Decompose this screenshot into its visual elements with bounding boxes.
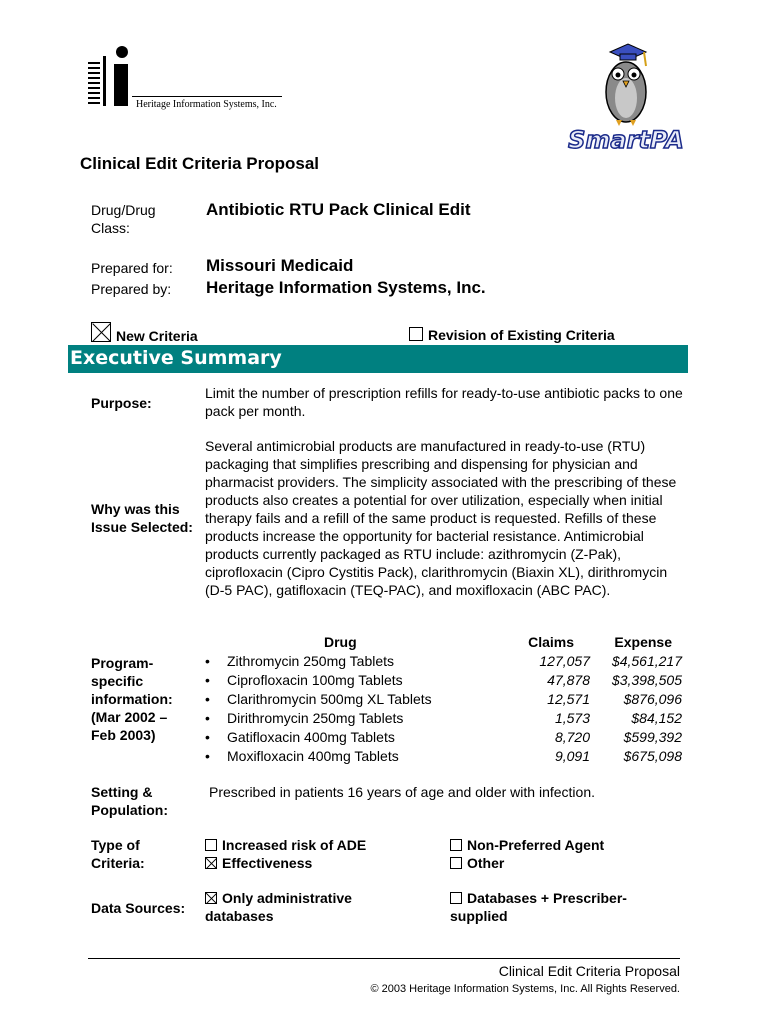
other-checkbox [450, 857, 462, 869]
new-criteria-option [91, 322, 198, 344]
drug-list [203, 652, 503, 766]
purpose-text: Limit the number of prescription refills for ready-to-use antibiotic packs to one pack per month. [205, 385, 683, 419]
prescriber-checkbox [450, 892, 462, 904]
drug-item: • Zithromycin 250mg Tablets [203, 652, 503, 671]
prepared-by-value: Heritage Information Systems, Inc. [206, 278, 486, 297]
expense-value: $876,096 [623, 691, 682, 707]
setting-text: Prescribed in patients 16 years of age and older with infection. [209, 784, 596, 800]
claims-value: 9,091 [554, 748, 590, 764]
claims-value: 1,573 [554, 710, 590, 726]
revision-criteria-option [409, 327, 615, 343]
prescriber-label: Databases + Prescriber-supplied [450, 890, 627, 924]
footer-copyright: © 2003 Heritage Information Systems, Inc. All Rights Reserved. [370, 983, 680, 995]
effectiveness-label: Effectiveness [222, 855, 313, 871]
non-preferred-label: Non-Preferred Agent [467, 837, 605, 853]
expense-value: $599,392 [623, 729, 682, 745]
claims-value: 127,057 [539, 653, 590, 669]
why-selected-label: Why was this Issue Selected: [91, 501, 193, 535]
prepared-for-label: Prepared for: [91, 260, 173, 276]
claims-column [500, 652, 590, 766]
prepared-by-label: Prepared by: [91, 281, 172, 297]
why-selected-text: Several antimicrobial products are manufactured in ready-to-use (RTU) packaging that simplifies prescribing and dispensing for physician and pharmacist providers. The simplicity associated with the prescribing of these products also creates a potential for over utilization, especially when initial therapy fails and a refill of the same product is requested. Refills of these products increase the opportunity for bacterial resistance. Antimicrobial products currently packaged as RTU include: azithromycin (Z-Pak), ciprofloxacin (Cipro Cystitis Pack), clarithromycin (Biaxin XL), dirithromycin (D-5 PAC), gatifloxacin (TEQ-PAC), and moxifloxacin (ABC PAC). [205, 438, 677, 598]
non-preferred-checkbox [450, 839, 462, 851]
footer-title: Clinical Edit Criteria Proposal [498, 963, 680, 979]
ade-checkbox [205, 839, 217, 851]
claims-value: 47,878 [547, 672, 590, 688]
logo-underline [132, 96, 282, 97]
drug-class-label: Drug/Drug Class: [91, 202, 156, 236]
claims-value: 8,720 [554, 729, 590, 745]
new-criteria-checkbox [91, 322, 111, 342]
drug-column-header: Drug [324, 634, 357, 650]
program-info-label: Program-specific information: (Mar 2002 – Feb 2003) [91, 655, 173, 743]
purpose-label: Purpose: [91, 395, 152, 411]
data-sources-label: Data Sources: [91, 900, 186, 916]
new-criteria-label: New Criteria [116, 328, 198, 344]
other-label: Other [467, 855, 505, 871]
effectiveness-option [205, 854, 312, 872]
expense-value: $3,398,505 [611, 672, 682, 688]
drug-class-value: Antibiotic RTU Pack Clinical Edit [206, 200, 471, 219]
expense-value: $4,561,217 [611, 653, 682, 669]
expense-value: $84,152 [631, 710, 682, 726]
footer-divider [88, 958, 680, 959]
revision-criteria-label: Revision of Existing Criteria [428, 327, 615, 343]
effectiveness-checkbox [205, 857, 217, 869]
non-preferred-option [450, 836, 604, 854]
type-criteria-label: Type of Criteria: [91, 837, 145, 871]
other-option [450, 854, 504, 872]
page-title: Clinical Edit Criteria Proposal [80, 154, 320, 173]
drug-item: • Dirithromycin 250mg Tablets [203, 709, 503, 728]
smartpa-owl-logo [566, 40, 686, 158]
prescriber-option [450, 889, 650, 925]
ade-option [205, 836, 366, 854]
revision-criteria-checkbox [409, 327, 423, 341]
admin-option [205, 889, 395, 925]
logo-company-name: Heritage Information Systems, Inc. [136, 99, 277, 110]
drug-item: • Gatifloxacin 400mg Tablets [203, 728, 503, 747]
drug-item: • Moxifloxacin 400mg Tablets [203, 747, 503, 766]
ade-label: Increased risk of ADE [222, 837, 367, 853]
executive-summary-heading: Executive Summary [70, 347, 282, 369]
expense-column [590, 652, 682, 766]
admin-checkbox [205, 892, 217, 904]
claims-column-header: Claims [528, 634, 574, 650]
drug-item: • Clarithromycin 500mg XL Tablets [203, 690, 503, 709]
expense-column-header: Expense [614, 634, 672, 650]
setting-label: Setting & Population: [91, 784, 168, 818]
heritage-logo-icon [88, 46, 132, 108]
claims-value: 12,571 [547, 691, 590, 707]
admin-label: Only administrative databases [205, 890, 352, 924]
prepared-for-value: Missouri Medicaid [206, 256, 354, 275]
smartpa-wordmark: SmartPA [568, 126, 684, 154]
expense-value: $675,098 [623, 748, 682, 764]
drug-item: • Ciprofloxacin 100mg Tablets [203, 671, 503, 690]
